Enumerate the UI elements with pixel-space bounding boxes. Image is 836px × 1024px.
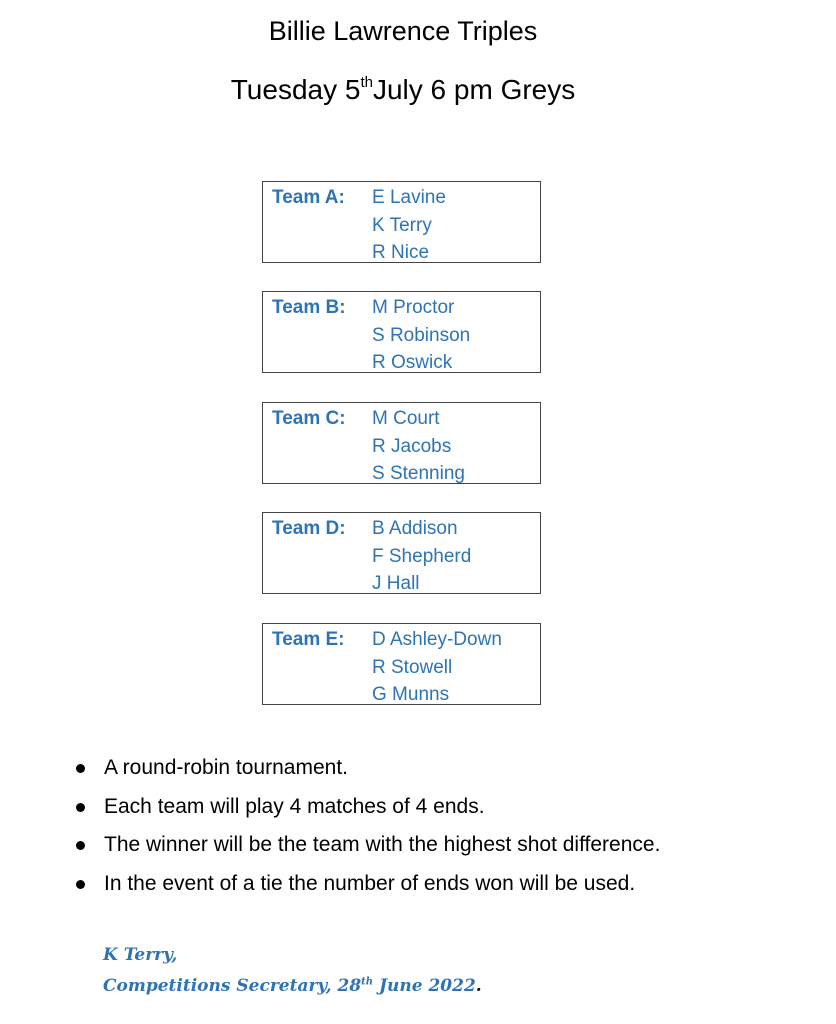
team-member: R Nice [372,242,430,263]
team-box-b [262,291,541,373]
team-box-c [262,402,541,484]
event-date-suffix: th [360,73,373,91]
rule-text: A round-robin tournament. [104,756,348,779]
rule-item [74,826,660,865]
team-member: G Munns [372,684,450,705]
team-label: Team B: [272,297,346,318]
team-member: K Terry [372,214,432,236]
signature-date: June 2022 [373,976,476,996]
bullet-dot-icon [76,880,85,889]
team-label: Team C: [272,408,346,429]
team-box-d [262,512,541,594]
rule-text: Each team will play 4 matches of 4 ends. [104,794,485,818]
team-member: S Stenning [372,463,465,484]
bullet-dot-icon [76,841,85,850]
team-box-a [262,181,541,263]
team-member: M Court [372,408,440,429]
team-label: Team A: [272,187,345,208]
signature-role: Competitions Secretary, 28 [103,976,362,996]
rule-item [74,749,660,788]
team-member: J Hall [372,573,420,594]
bullet-dot-icon [76,803,85,812]
rule-item [74,788,660,827]
team-member: D Ashley-Down [372,629,502,650]
team-member-list [372,515,471,598]
team-box-e [262,623,541,705]
team-member: R Jacobs [372,435,452,457]
team-member: F Shepherd [372,545,472,567]
team-member-list [372,626,502,709]
signature-date-suffix: th [361,976,374,988]
event-date-day: Tuesday 5 [230,74,361,105]
team-member: R Oswick [372,352,453,373]
team-member: S Robinson [372,324,471,346]
signature-role-date [103,971,482,1002]
team-member: M Proctor [372,297,455,318]
rules-list [74,749,660,903]
team-member: E Lavine [372,187,446,208]
event-date-rest: July 6 pm Greys [372,74,576,105]
page-title: Billie Lawrence Triples [268,16,538,46]
bullet-dot-icon [76,764,85,773]
signature-name: K Terry, [103,945,178,965]
team-member-list [372,405,465,488]
signature-block [103,940,482,1002]
rule-text: In the event of a tie the number of ends won will be used. [104,871,636,895]
rule-text: The winner will be the team with the highest shot difference. [104,833,661,856]
signature-period: . [475,976,482,996]
team-member: B Addison [372,518,458,539]
rule-item [74,865,660,904]
team-label: Team D: [272,518,346,539]
team-member-list [372,294,470,377]
team-member: R Stowell [372,656,453,678]
team-label: Team E: [272,629,345,650]
event-date-line [0,73,806,107]
team-member-list [372,184,446,267]
